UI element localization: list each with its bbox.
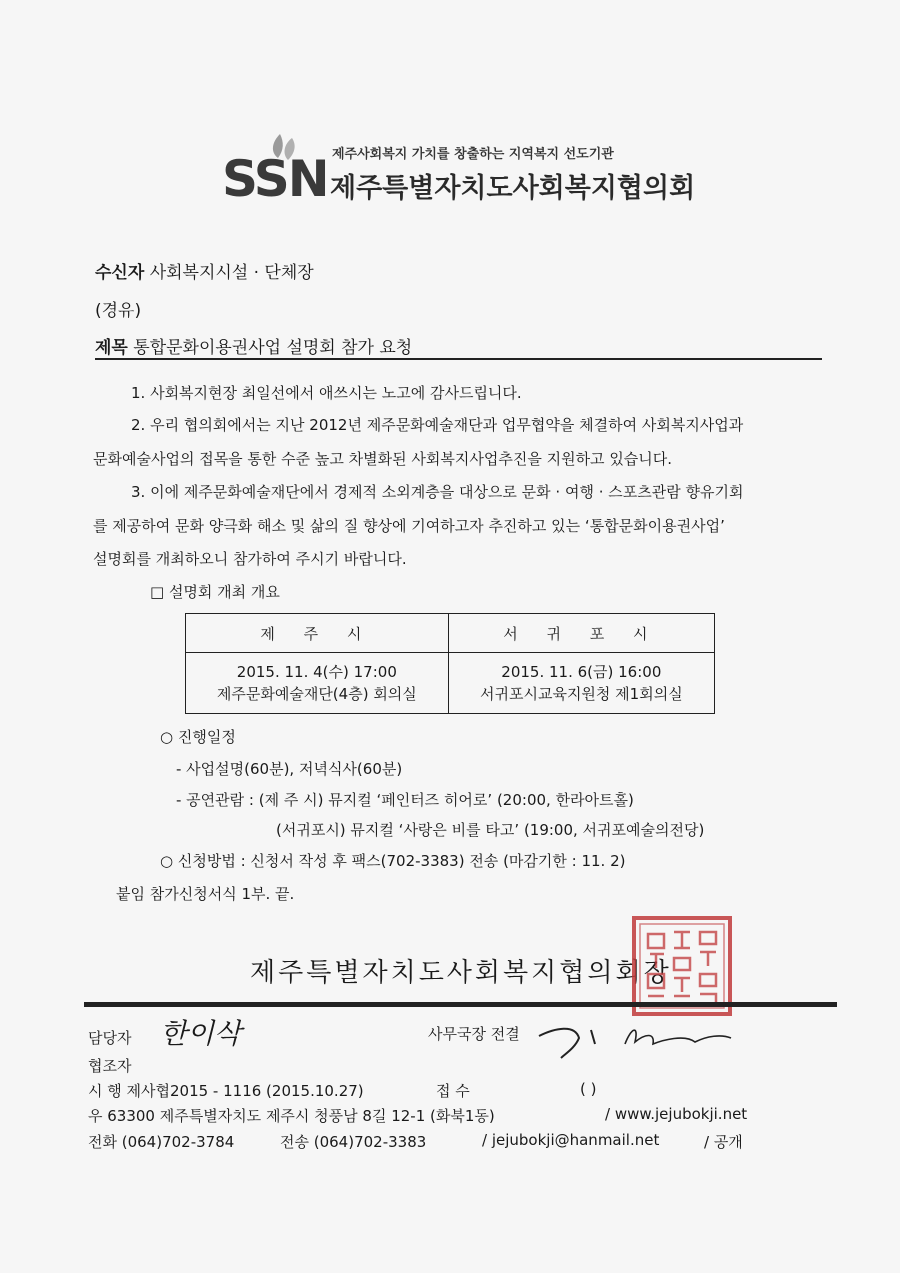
- seogwipo-cell: [448, 653, 714, 714]
- disclosure: / 공개: [704, 1133, 743, 1151]
- website: / www.jejubokji.net: [605, 1105, 748, 1123]
- staff-handwritten-name: 한이삭: [160, 1017, 242, 1050]
- progress-item-2: - 공연관람 : (제 주 시) 뮤지컬 ‘페인터즈 히어로’ (20:00, 한라아트홀): [176, 791, 634, 809]
- overview-title: □ 설명회 개최 개요: [150, 583, 280, 601]
- header-jeju: 제 주 시: [186, 614, 449, 653]
- via-line: (경유): [95, 301, 142, 321]
- apply-method: ○ 신청방법 : 신청서 작성 후 팩스(702-3383) 전송 (마감기한 : 11. 2): [160, 852, 626, 870]
- table-row: [186, 653, 715, 714]
- org-name: 제주특별자치도사회복지협의회: [330, 173, 696, 204]
- schedule-table: [185, 613, 715, 714]
- subject-value: 통합문화이용권사업 설명회 참가 요청: [133, 338, 413, 358]
- enforcement-number: 시 행 제사협2015 - 1116 (2015.10.27): [88, 1082, 364, 1100]
- address: 우 63300 제주특별자치도 제주시 청풍남 8길 12-1 (화북1동): [88, 1107, 495, 1125]
- coop-label: 협조자: [88, 1057, 132, 1075]
- paragraph-2-line-2: 문화예술사업의 접목을 통한 수준 높고 차별화된 사회복지사업추진을 지원하고 있습니다.: [93, 450, 673, 468]
- staff-label: 담당자: [88, 1029, 132, 1047]
- progress-item-1: - 사업설명(60분), 저녁식사(60분): [176, 760, 403, 778]
- handwritten-signature-icon: [535, 1014, 735, 1062]
- paragraph-2-line-1: 2. 우리 협의회에서는 지난 2012년 제주문화예술재단과 업무협약을 체결하여 사회복지사업과: [131, 416, 744, 434]
- recipient-label: 수신자: [95, 263, 145, 283]
- seogwipo-place: 서귀포시교육지원청 제1회의실: [480, 685, 683, 703]
- subject-label: 제목: [95, 338, 128, 358]
- paragraph-3-line-1: 3. 이에 제주문화예술재단에서 경제적 소외계층을 대상으로 문화 · 여행 · 스포츠관람 향유기회: [131, 483, 744, 501]
- logo-ssn-text: SSN: [222, 150, 328, 208]
- jeju-date: 2015. 11. 4(수) 17:00: [236, 663, 397, 681]
- jeju-cell: [186, 653, 449, 714]
- receipt-value: ( ): [580, 1080, 597, 1098]
- paragraph-3-line-3: 설명회를 개최하오니 참가하여 주시기 바랍니다.: [93, 550, 407, 568]
- tagline: 제주사회복지 가치를 창출하는 지역복지 선도기관: [332, 147, 614, 162]
- phone: 전화 (064)702-3784: [88, 1133, 235, 1151]
- recipient-line: [95, 258, 314, 283]
- issuer-signature: 제주특별자치도사회복지협의회장: [250, 958, 672, 988]
- subject-line: [95, 333, 412, 358]
- header-seogwipo: 서 귀 포 시: [448, 614, 714, 653]
- fax: 전송 (064)702-3383: [280, 1133, 427, 1151]
- table-header-row: [186, 614, 715, 653]
- jeju-place: 제주문화예술재단(4층) 회의실: [216, 685, 417, 703]
- paragraph-1: 1. 사회복지현장 최일선에서 애쓰시는 노고에 감사드립니다.: [131, 384, 522, 402]
- paragraph-3-line-2: 를 제공하여 문화 양극화 해소 및 삶의 질 향상에 기여하고자 추진하고 있는 ‘통합문화이용권사업’: [93, 517, 725, 535]
- subject-divider: [95, 358, 822, 360]
- progress-title: ○ 진행일정: [160, 728, 236, 746]
- attachment-note: 붙임 참가신청서식 1부. 끝.: [116, 885, 295, 903]
- footer-divider: [84, 1002, 837, 1007]
- director-approval: 사무국장 전결: [428, 1025, 520, 1043]
- recipient-value: 사회복지시설 · 단체장: [149, 263, 314, 283]
- seogwipo-date: 2015. 11. 6(금) 16:00: [501, 663, 662, 681]
- email: / jejubokji@hanmail.net: [482, 1131, 660, 1149]
- progress-item-3: (서귀포시) 뮤지컬 ‘사랑은 비를 타고’ (19:00, 서귀포예술의전당): [276, 821, 705, 839]
- receipt-label: 접 수: [436, 1082, 470, 1100]
